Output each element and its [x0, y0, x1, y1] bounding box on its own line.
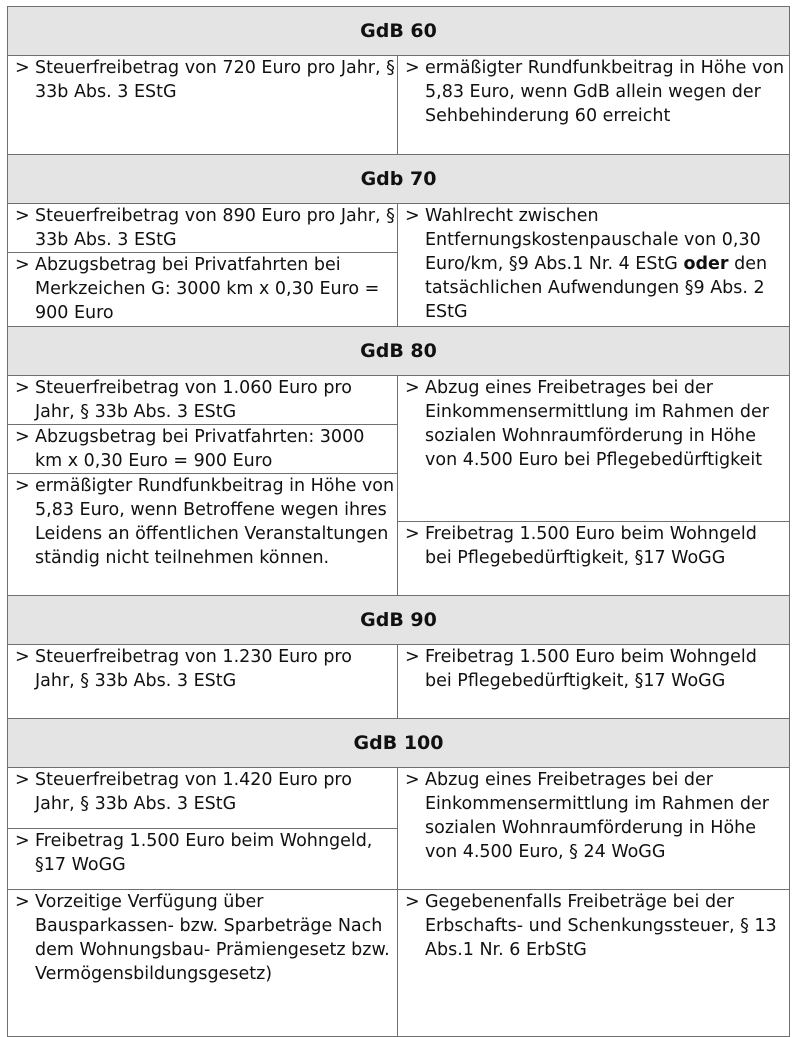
bullet-marker: > [15, 378, 30, 398]
benefit-text-part: Wahlrecht zwischen Entfernungskostenpauschale von 0,30 Euro/km, §9 Abs.1 Nr. 4 EStG [425, 206, 761, 274]
bullet-marker: > [15, 647, 30, 667]
benefit-text: Abzug eines Freibetrages bei der Einkommensermittlung im Rahmen der sozialen Wohnraumförderung in Höhe von 4.500 Euro bei Pflegebedürftigkeit [425, 378, 769, 470]
benefits-table-wrapper [7, 6, 789, 1037]
section-heading-gdb-70: Gdb 70 [8, 155, 790, 204]
cell-gdb-100-right-1 [398, 768, 790, 890]
benefit-text: Steuerfreibetrag von 720 Euro pro Jahr, § 33b Abs. 3 EStG [35, 58, 395, 102]
cell-gdb-100-left-2 [8, 829, 398, 890]
benefit-text-emphasis: oder [683, 254, 729, 274]
benefit-text-part: den tatsächlichen Aufwendungen §9 Abs. 2 EStG [425, 254, 768, 322]
cell-gdb-70-right-1 [398, 204, 790, 327]
cell-gdb-90-left-1 [8, 645, 398, 719]
bullet-marker: > [15, 58, 30, 78]
bullet-marker: > [405, 770, 420, 790]
cell-gdb-80-left-2 [8, 425, 398, 474]
cell-gdb-100-right-2 [398, 890, 790, 1037]
benefit-text: Steuerfreibetrag von 1.060 Euro pro Jahr, § 33b Abs. 3 EStG [35, 378, 352, 422]
cell-gdb-80-left-1 [8, 376, 398, 425]
bullet-marker: > [405, 892, 420, 912]
cell-gdb-80-left-3 [8, 474, 398, 596]
cell-gdb-80-right-2 [398, 522, 790, 596]
cell-gdb-60-left-1 [8, 56, 398, 155]
benefit-text-rich [425, 204, 789, 324]
bullet-marker: > [15, 476, 30, 496]
bullet-marker: > [15, 206, 30, 226]
benefit-text: Abzug eines Freibetrages bei der Einkommensermittlung im Rahmen der sozialen Wohnraumförderung in Höhe von 4.500 Euro, § 24 WoGG [425, 770, 769, 862]
benefit-text: Vorzeitige Verfügung über Bausparkassen- bzw. Sparbeträge Nach dem Wohnungsbau- Prämiengesetz bzw. Vermögensbildungsgesetz) [35, 892, 390, 984]
benefit-text: Freibetrag 1.500 Euro beim Wohngeld bei Pflegebedürftigkeit, §17 WoGG [425, 647, 757, 691]
section-heading-gdb-100: GdB 100 [8, 719, 790, 768]
benefit-text: Abzugsbetrag bei Privatfahrten: 3000 km x 0,30 Euro = 900 Euro [35, 427, 365, 471]
cell-gdb-70-left-1 [8, 204, 398, 253]
cell-gdb-70-left-2 [8, 253, 398, 327]
cell-gdb-80-right-1 [398, 376, 790, 522]
section-heading-gdb-80: GdB 80 [8, 327, 790, 376]
bullet-marker: > [15, 427, 30, 447]
benefit-text: Steuerfreibetrag von 890 Euro pro Jahr, § 33b Abs. 3 EStG [35, 206, 395, 250]
benefit-text: Steuerfreibetrag von 1.420 Euro pro Jahr, § 33b Abs. 3 EStG [35, 770, 352, 814]
benefit-text: Abzugsbetrag bei Privatfahrten bei Merkzeichen G: 3000 km x 0,30 Euro = 900 Euro [35, 255, 380, 323]
bullet-marker: > [15, 770, 30, 790]
benefit-text: Freibetrag 1.500 Euro beim Wohngeld bei Pflegebedürftigkeit, §17 WoGG [425, 524, 757, 568]
benefit-text: Gegebenenfalls Freibeträge bei der Erbschafts- und Schenkungssteuer, § 13 Abs.1 Nr. 6 ErbStG [425, 892, 777, 960]
bullet-marker: > [15, 831, 30, 851]
bullet-marker: > [405, 647, 420, 667]
cell-gdb-100-left-3 [8, 890, 398, 1037]
bullet-marker: > [405, 378, 420, 398]
bullet-marker: > [405, 58, 420, 78]
bullet-marker: > [15, 255, 30, 275]
benefit-text: ermäßigter Rundfunkbeitrag in Höhe von 5,83 Euro, wenn Betroffene wegen ihres Leidens an öffentlichen Veranstaltungen ständig nicht teilnehmen können. [35, 476, 395, 568]
section-heading-gdb-60: GdB 60 [8, 7, 790, 56]
benefits-table [7, 6, 790, 1037]
cell-gdb-60-right-1 [398, 56, 790, 155]
bullet-marker: > [15, 892, 30, 912]
cell-gdb-100-left-1 [8, 768, 398, 829]
bullet-marker: > [405, 206, 420, 226]
benefit-text: ermäßigter Rundfunkbeitrag in Höhe von 5,83 Euro, wenn GdB allein wegen der Sehbehinderung 60 erreicht [425, 58, 785, 126]
benefit-text: Freibetrag 1.500 Euro beim Wohngeld, §17 WoGG [35, 831, 373, 875]
cell-gdb-90-right-1 [398, 645, 790, 719]
benefit-text: Steuerfreibetrag von 1.230 Euro pro Jahr, § 33b Abs. 3 EStG [35, 647, 352, 691]
bullet-marker: > [405, 524, 420, 544]
section-heading-gdb-90: GdB 90 [8, 596, 790, 645]
